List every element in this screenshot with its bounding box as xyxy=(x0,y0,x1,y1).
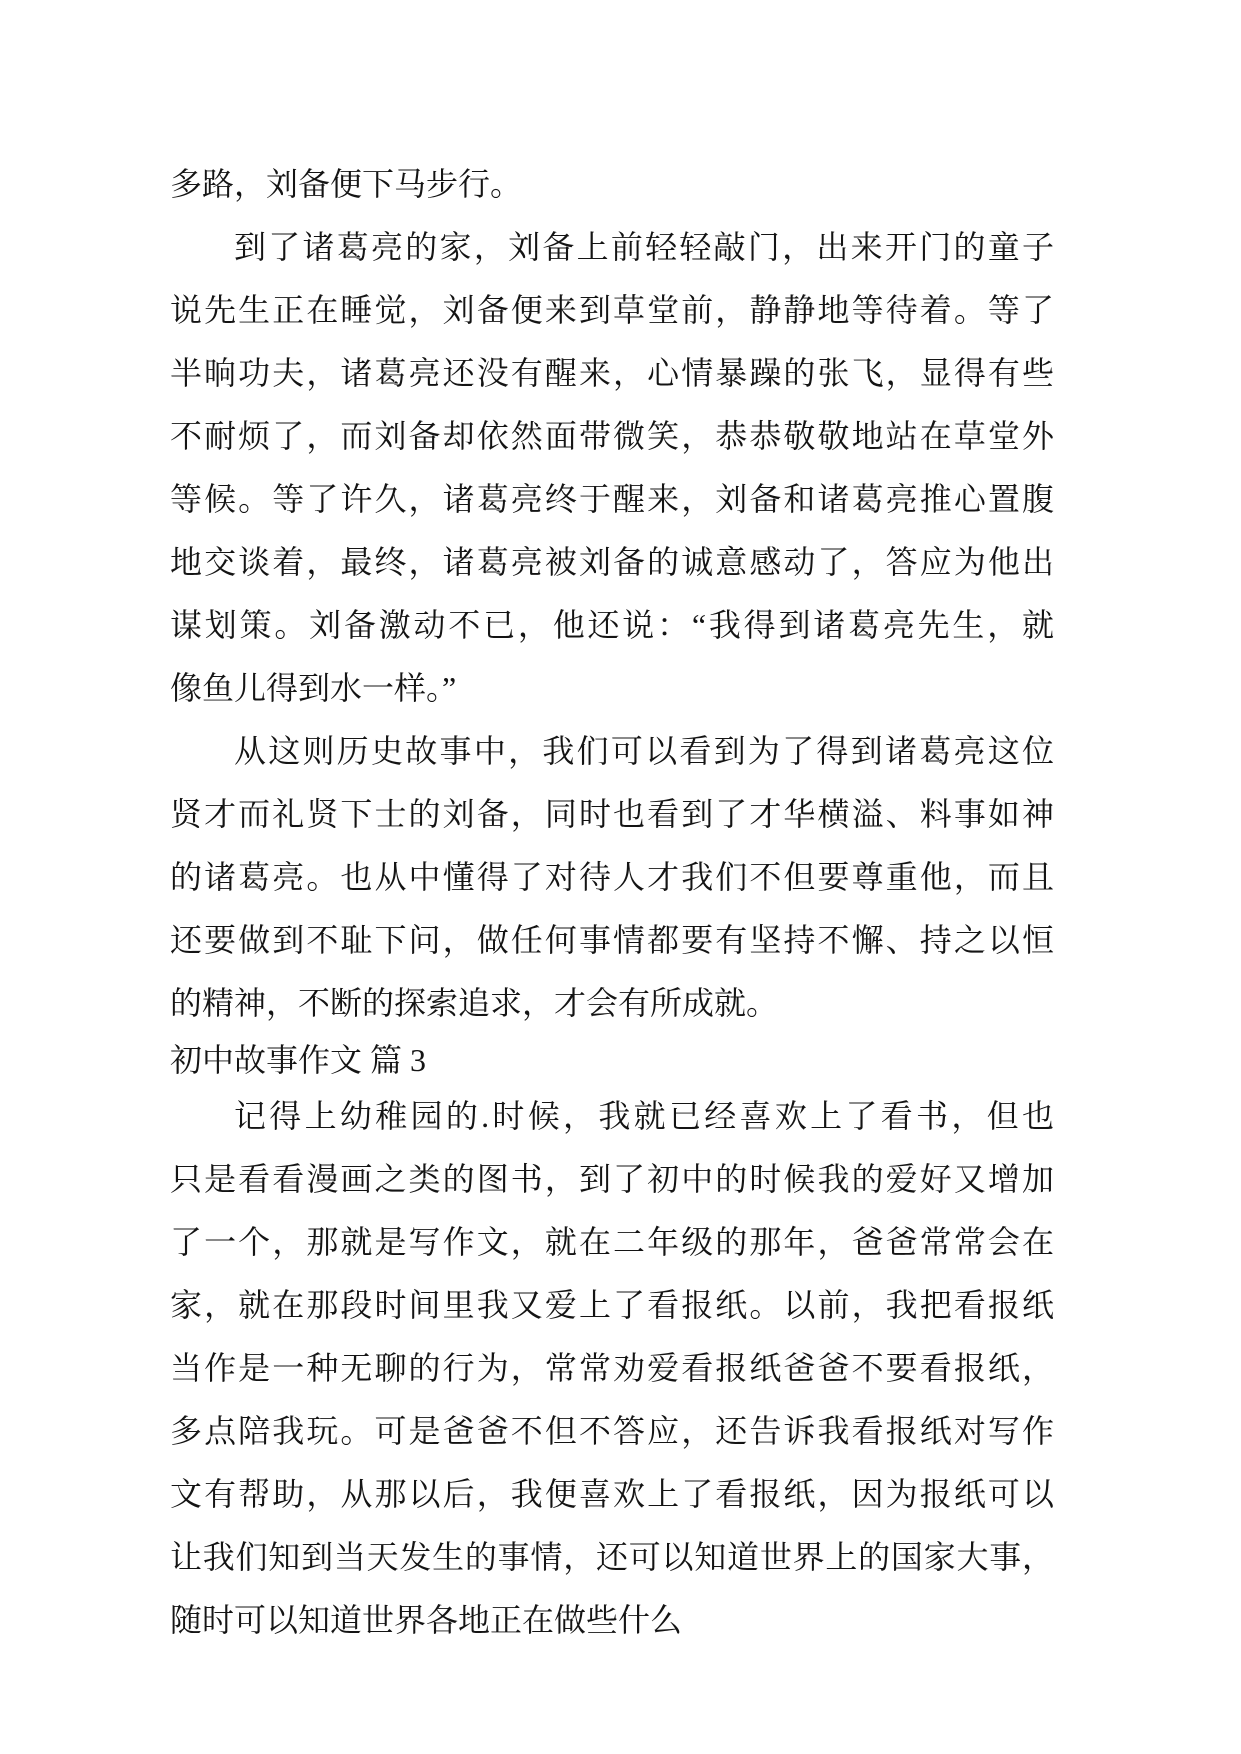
paragraph xyxy=(170,216,1054,720)
text-line: 还要做到不耻下问，做任何事情都要有坚持不懈、持之以恒 xyxy=(170,922,1054,958)
text-line: 像鱼儿得到水一样。” xyxy=(170,670,457,706)
text-line: 谋划策。刘备激动不已，他还说：“我得到诸葛亮先生，就 xyxy=(170,607,1054,643)
text-line: 不耐烦了，而刘备却依然面带微笑，恭恭敬敬地站在草堂外 xyxy=(170,418,1054,454)
text-line: 半晌功夫，诸葛亮还没有醒来，心情暴躁的张飞，显得有些 xyxy=(170,355,1054,391)
text-line: 让我们知到当天发生的事情，还可以知道世界上的国家大事， xyxy=(170,1539,1054,1575)
text-line: 只是看看漫画之类的图书，到了初中的时候我的爱好又增加 xyxy=(170,1161,1054,1197)
text-line: 到了诸葛亮的家，刘备上前轻轻敲门，出来开门的童子 xyxy=(234,229,1054,265)
text-line: 地交谈着，最终，诸葛亮被刘备的诚意感动了，答应为他出 xyxy=(170,544,1054,580)
text-line: 随时可以知道世界各地正在做些什么 xyxy=(170,1602,683,1638)
text-line: 文有帮助，从那以后，我便喜欢上了看报纸，因为报纸可以 xyxy=(170,1476,1054,1512)
text-line: 多点陪我玩。可是爸爸不但不答应，还告诉我看报纸对写作 xyxy=(170,1413,1054,1449)
text-line: 从这则历史故事中，我们可以看到为了得到诸葛亮这位 xyxy=(234,733,1054,769)
text-line: 等候。等了许久，诸葛亮终于醒来，刘备和诸葛亮推心置腹 xyxy=(170,481,1054,517)
paragraph xyxy=(170,1085,1054,1652)
text-line: 记得上幼稚园的.时候，我就已经喜欢上了看书，但也 xyxy=(234,1098,1054,1134)
text-line: 家，就在那段时间里我又爱上了看报纸。以前，我把看报纸 xyxy=(170,1287,1054,1323)
text-line: 说先生正在睡觉，刘备便来到草堂前，静静地等待着。等了 xyxy=(170,292,1054,328)
text-line: 多路，刘备便下马步行。 xyxy=(170,166,523,202)
text-line: 当作是一种无聊的行为，常常劝爱看报纸爸爸不要看报纸， xyxy=(170,1350,1054,1386)
document-page xyxy=(170,153,1054,1652)
text-line: 的诸葛亮。也从中懂得了对待人才我们不但要尊重他，而且 xyxy=(170,859,1054,895)
text-line: 了一个，那就是写作文，就在二年级的那年，爸爸常常会在 xyxy=(170,1224,1054,1260)
text-line: 的精神，不断的探索追求，才会有所成就。 xyxy=(170,985,779,1021)
section-heading: 初中故事作文 篇 3 xyxy=(170,1042,427,1078)
text-line: 贤才而礼贤下士的刘备，同时也看到了才华横溢、料事如神 xyxy=(170,796,1054,832)
paragraph xyxy=(170,153,1054,216)
paragraph xyxy=(170,720,1054,1035)
